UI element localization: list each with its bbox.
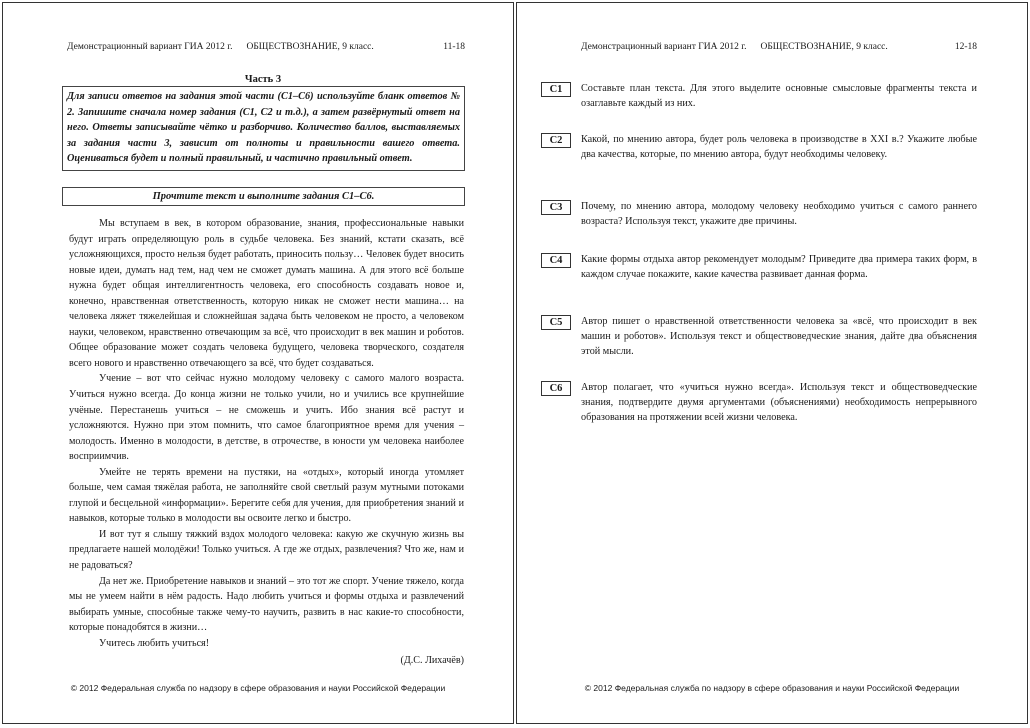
header-page-number: 11-18	[443, 42, 465, 52]
task-c4	[541, 252, 977, 282]
task-question: Автор пишет о нравственной ответственности человека за «всё, что происходит в век машин и роботов». Используя текст и обществоведческие знания, дайте два объяснения этой мысли.	[581, 316, 977, 358]
instructions-box: Для записи ответов на задания этой части (С1–С6) используйте бланк ответов № 2. Запишите сначала номер задания (С1, С2 и т.д.), а затем развёрнутый ответ на него. Ответы записывайте чётко и разборчиво. Количество баллов, выставляемых за задания части 3, зависит от полноты и правильности вашего ответа. Оцениваться будет и полный правильный, и частично правильный ответ.	[62, 86, 465, 171]
header-subject: ОБЩЕСТВОЗНАНИЕ, 9 класс.	[760, 42, 888, 52]
page-footer: © 2012 Федеральная служба по надзору в сфере образования и науки Российской Федерации	[70, 683, 446, 693]
header-exam-title: Демонстрационный вариант ГИА 2012 г.	[581, 42, 747, 52]
task-c1	[541, 81, 977, 111]
task-number: С6	[541, 381, 571, 396]
text-paragraph: Учитесь любить учиться!	[99, 637, 210, 649]
text-paragraph: Учение – вот что сейчас нужно молодому человеку с самого малого возраста. Учиться нужно всегда. До конца жизни не только учили, но и учились все крупнейшие учёные. Перестанешь учиться – не сможешь и учить. Ибо знания всё растут и усложняются. Нужно при этом помнить, что самое благоприятное время для учения – молодость. Именно в молодости, в детстве, в отрочестве, в юности ум человека наиболее восприимчив.	[69, 373, 464, 463]
task-question: Составьте план текста. Для этого выделите основные смысловые фрагменты текста и озаглавьте каждый из них.	[581, 83, 977, 110]
header-exam-title: Демонстрационный вариант ГИА 2012 г.	[67, 42, 233, 52]
header-page-number: 12-18	[954, 42, 977, 52]
right-page	[516, 2, 1028, 724]
task-question: Автор полагает, что «учиться нужно всегда». Используя текст и обществоведческие знания, подтвердите двумя аргументами (объяснениями) необходимость непрерывного образования на протяжении всей жизни человека.	[581, 382, 977, 424]
task-question: Почему, по мнению автора, молодому человеку необходимо учиться с самого раннего возраста? Используя текст, укажите две причины.	[581, 201, 977, 228]
reading-text	[69, 216, 464, 669]
header-subject: ОБЩЕСТВОЗНАНИЕ, 9 класс.	[246, 42, 374, 52]
page-header	[581, 42, 977, 52]
text-author: (Д.С. Лихачёв)	[400, 655, 464, 667]
text-paragraph: И вот тут я слышу тяжкий вздох молодого человека: какую же скучную жизнь вы предлагаете нашей молодёжи! Только учиться. А где же отдых, развлечения? Что же, нам и не радоваться?	[69, 528, 464, 572]
task-c6	[541, 380, 977, 426]
task-number: С5	[541, 315, 571, 330]
task-number: С4	[541, 253, 571, 268]
task-number: С1	[541, 82, 571, 97]
task-number: С2	[541, 133, 571, 148]
part-title: Часть 3	[244, 74, 282, 85]
task-question: Какие формы отдыха автор рекомендует молодым? Приведите два примера таких форм, в каждом случае покажите, какие качества развивает данная форма.	[581, 254, 977, 281]
left-page	[2, 2, 514, 724]
task-c2	[541, 132, 977, 162]
page-footer: © 2012 Федеральная служба по надзору в сфере образования и науки Российской Федерации	[584, 683, 960, 693]
task-c3	[541, 199, 977, 229]
text-paragraph: Умейте не терять времени на пустяки, на «отдых», который иногда утомляет больше, чем самая тяжёлая работа, не заполняйте свой светлый разум мутными потоками глупой и бесцельной «информации». Берегите себя для учения, для приобретения знаний и навыков, которые только в молодости вы освоите легко и быстро.	[69, 466, 464, 525]
page-header	[67, 42, 465, 52]
read-prompt-box: Прочтите текст и выполните задания С1–С6.	[62, 187, 465, 206]
text-paragraph: Мы вступаем в век, в котором образование, знания, профессиональные навыки будут играть определяющую роль в судьбе человека. Без знаний, кстати сказать, всё усложняющихся, просто нельзя будет работать, приносить пользу… Человек будет вносить новые идеи, думать над тем, над чем не сможет думать машина. А для этого всё больше нужна будет общая интеллигентность человека, его способность создавать новое и, конечно, нравственная ответственность, которую никак не сможет нести машина… на человека ляжет тяжелейшая и сложнейшая задача быть человеком не просто, а человеком науки, человеком, нравственно отвечающим за всё, что происходит в век машин и роботов. Общее образование может создать человека будущего, человека творческого, создателя всего нового и нравственно отвечающего за всё, что будет создаваться.	[69, 218, 464, 369]
task-number: С3	[541, 200, 571, 215]
task-question: Какой, по мнению автора, будет роль человека в производстве в XXI в.? Укажите любые два качества, которые, по мнению автора, будут необходимы человеку.	[581, 134, 977, 161]
task-c5	[541, 314, 977, 360]
text-paragraph: Да нет же. Приобретение навыков и знаний – это тот же спорт. Учение тяжело, когда мы не умеем найти в нём радость. Надо любить учиться и формы отдыха и развлечений выбирать умные, способные также чему-то научить, развить в нас какие-то способности, которые понадобятся в жизни…	[69, 575, 464, 634]
